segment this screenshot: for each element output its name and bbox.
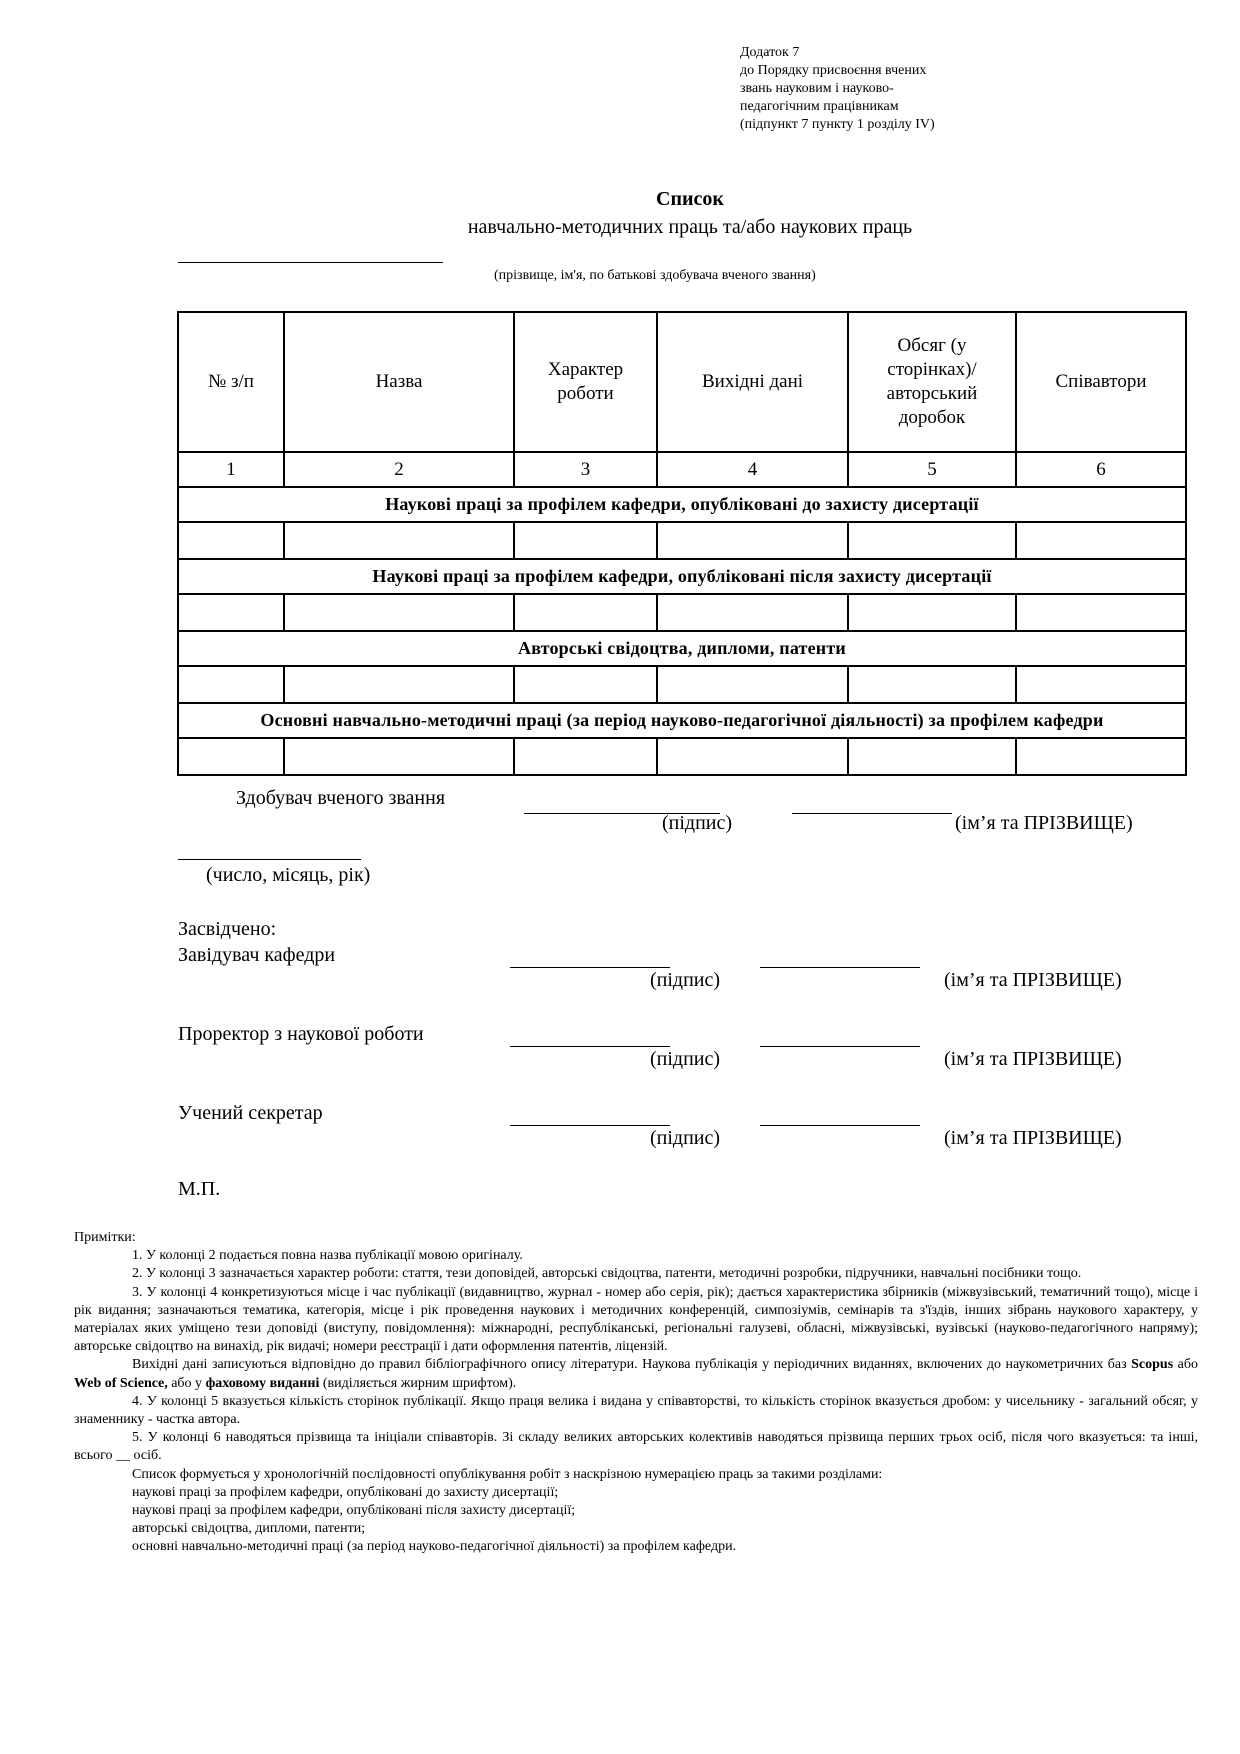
table-cell[interactable]	[514, 594, 657, 631]
note-text: Вихідні дані записуються відповідно до правил бібліографічного опису літератури. Наукова публікація у періодичних виданнях, включених до наукометричних баз	[132, 1357, 1132, 1373]
secretary-name-line[interactable]	[760, 1124, 920, 1126]
table-row	[178, 666, 1186, 703]
applicant-name-caption: (прізвище, ім'я, по батькові здобувача вченого звання)	[494, 268, 816, 283]
vice-rector-name-line[interactable]	[760, 1045, 920, 1047]
signature-caption: (підпис)	[662, 812, 733, 834]
table-cell[interactable]	[657, 666, 848, 703]
column-number: 4	[657, 452, 848, 487]
section-title: Наукові праці за профілем кафедри, опубліковані до захисту дисертації	[178, 487, 1186, 522]
table-cell[interactable]	[848, 522, 1016, 559]
stamp-placeholder: М.П.	[178, 1178, 221, 1200]
applicant-name-line[interactable]	[792, 812, 952, 814]
column-header-source: Вихідні дані	[657, 312, 848, 452]
table-cell[interactable]	[1016, 738, 1186, 775]
document-subtitle: навчально-методичних праць та/або наукових праць	[467, 216, 913, 238]
table-cell[interactable]	[1016, 522, 1186, 559]
column-number: 5	[848, 452, 1016, 487]
note-text: або	[1173, 1357, 1199, 1373]
note-item: 4. У колонці 5 вказується кількість сторінок публікації. Якщо праця велика і видана у співавторстві, то кількість сторінок вказується дробом: у чисельнику - загальний обсяг, у знаменнику - частка автора.	[74, 1393, 1198, 1428]
signature-caption: (підпис)	[650, 1127, 721, 1149]
table-cell[interactable]	[514, 522, 657, 559]
name-caption: (ім’я та ПРІЗВИЩЕ)	[944, 1048, 1122, 1070]
note-item: 5. У колонці 6 наводяться прізвища та ініціали співавторів. Зі складу великих авторських колективів наводяться прізвища перших трьох осіб, після чого вказується: та інші, всього __ осіб.	[74, 1430, 1198, 1464]
table-cell[interactable]	[284, 666, 514, 703]
date-caption: (число, місяць, рік)	[206, 864, 371, 886]
table-cell[interactable]	[178, 522, 284, 559]
table-cell[interactable]	[178, 594, 284, 631]
note-item: 3. У колонці 4 конкретизуються місце і час публікації (видавництво, журнал - номер або серія, рік); дається характеристика збірників (міжвузівський, тематичний тощо), місце і рік видання; зазначаються тематика, категорія, місце і рік проведення наукових і методичних конференцій, симпозіумів, семінарів та з'їздів, інших зібрань наукового характеру, у матеріалах яких уміщено тези доповіді (виступу, повідомлення): міжнародні, республіканські, регіональні галузеві, обласні, міжвузівські, вузівські (науково-педагогічного напряму); авторське свідоцтво на винахід, рік видачі; номери реєстрації і дати оформлення патентів, ліцензій.	[74, 1284, 1198, 1355]
certified-label: Засвідчено:	[178, 918, 277, 940]
section-row	[178, 559, 1186, 594]
head-signature-line[interactable]	[510, 966, 670, 968]
section-row	[178, 487, 1186, 522]
section-title: Наукові праці за профілем кафедри, опубліковані після захисту дисертації	[178, 559, 1186, 594]
note-bold: Web of Science,	[74, 1375, 168, 1391]
note-bold: Scopus	[1131, 1357, 1174, 1373]
note-item: 2. У колонці 3 зазначається характер роботи: стаття, тези доповідей, авторські свідоцтва, патенти, методичні розробки, підручники, навчальні посібники тощо.	[132, 1266, 1082, 1282]
date-line[interactable]	[178, 858, 361, 860]
table-row	[178, 594, 1186, 631]
section-title: Авторські свідоцтва, дипломи, патенти	[178, 631, 1186, 666]
section-row	[178, 631, 1186, 666]
appendix-line: до Порядку присвоєння вчених	[740, 63, 927, 78]
column-number: 6	[1016, 452, 1186, 487]
note-text: (виділяється жирним шрифтом).	[319, 1375, 517, 1391]
table-cell[interactable]	[1016, 594, 1186, 631]
appendix-note	[740, 44, 935, 134]
notes-heading: Примітки:	[74, 1230, 136, 1245]
signature-caption: (підпис)	[650, 1048, 721, 1070]
note-item: Список формується у хронологічній послідовності опублікування робіт з наскрізною нумерацією праць за такими розділами:	[132, 1466, 883, 1482]
table-cell[interactable]	[514, 738, 657, 775]
table-header-row	[178, 312, 1186, 452]
section-title: Основні навчально-методичні праці (за період науково-педагогічної діяльності) за профілем кафедри	[178, 703, 1186, 738]
column-header-title: Назва	[284, 312, 514, 452]
column-header-number: № з/п	[178, 312, 284, 452]
table-cell[interactable]	[848, 666, 1016, 703]
table-cell[interactable]	[848, 594, 1016, 631]
secretary-label: Учений секретар	[178, 1102, 323, 1124]
document-title: Список	[656, 188, 724, 210]
column-number: 2	[284, 452, 514, 487]
table-cell[interactable]	[514, 666, 657, 703]
name-caption: (ім’я та ПРІЗВИЩЕ)	[955, 812, 1133, 834]
table-row	[178, 522, 1186, 559]
note-text: або у	[167, 1375, 206, 1391]
note-list-item: наукові праці за профілем кафедри, опубліковані до захисту дисертації;	[132, 1484, 559, 1500]
table-cell[interactable]	[657, 738, 848, 775]
section-row	[178, 703, 1186, 738]
note-list-item: основні навчально-методичні праці (за період науково-педагогічної діяльності) за профілем кафедри.	[132, 1539, 737, 1555]
table-cell[interactable]	[1016, 666, 1186, 703]
column-header-coauthors: Співавтори	[1016, 312, 1186, 452]
head-name-line[interactable]	[760, 966, 920, 968]
secretary-signature-line[interactable]	[510, 1124, 670, 1126]
table-cell[interactable]	[657, 594, 848, 631]
table-cell[interactable]	[178, 666, 284, 703]
name-caption: (ім’я та ПРІЗВИЩЕ)	[944, 969, 1122, 991]
works-table	[177, 311, 1187, 776]
appendix-line: Додаток 7	[740, 45, 800, 60]
column-header-type: Характер роботи	[514, 312, 657, 452]
column-number-row	[178, 452, 1186, 487]
table-cell[interactable]	[284, 594, 514, 631]
head-of-department-label: Завідувач кафедри	[178, 944, 336, 966]
vice-rector-label: Проректор з наукової роботи	[178, 1023, 424, 1045]
note-bold: фаховому виданні	[205, 1375, 320, 1391]
signature-caption: (підпис)	[650, 969, 721, 991]
table-row	[178, 738, 1186, 775]
column-number: 1	[178, 452, 284, 487]
table-cell[interactable]	[284, 738, 514, 775]
note-list-item: авторські свідоцтва, дипломи, патенти;	[132, 1521, 366, 1537]
table-cell[interactable]	[178, 738, 284, 775]
note-item: 1. У колонці 2 подається повна назва публікації мовою оригіналу.	[132, 1248, 523, 1264]
note-item	[74, 1356, 1198, 1392]
applicant-name-field[interactable]	[178, 254, 443, 263]
note-list-item: наукові праці за профілем кафедри, опубліковані після захисту дисертації;	[132, 1503, 576, 1519]
name-caption: (ім’я та ПРІЗВИЩЕ)	[944, 1127, 1122, 1149]
appendix-line: педагогічним працівникам	[740, 99, 899, 114]
table-cell[interactable]	[657, 522, 848, 559]
notes-section	[74, 1229, 1198, 1557]
column-number: 3	[514, 452, 657, 487]
appendix-line: (підпункт 7 пункту 1 розділу IV)	[740, 117, 935, 132]
applicant-label: Здобувач вченого звання	[236, 787, 446, 809]
appendix-line: звань науковим і науково-	[740, 81, 894, 96]
table-cell[interactable]	[848, 738, 1016, 775]
column-header-volume: Обсяг (у сторінках)/ авторський доробок	[848, 312, 1016, 452]
vice-rector-signature-line[interactable]	[510, 1045, 670, 1047]
table-cell[interactable]	[284, 522, 514, 559]
